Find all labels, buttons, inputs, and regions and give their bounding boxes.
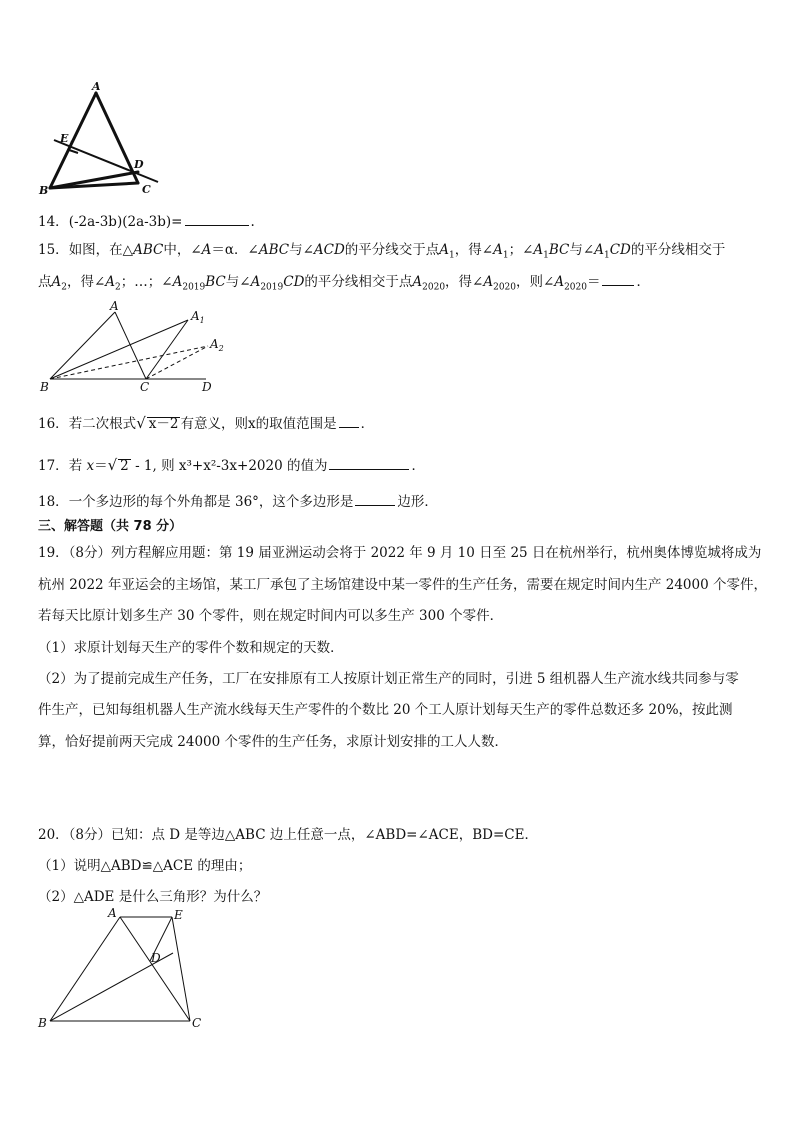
answer-blank[interactable] (185, 213, 249, 226)
label-c: C (142, 183, 151, 196)
segment-ba (50, 312, 115, 379)
question-20-part-1: （1）说明△ABD≌△ACE 的理由； (38, 858, 252, 874)
label-b: B (38, 1016, 47, 1030)
question-17: 17．若 x＝√ 2 - 1, 则 x³+x²-3x+2020 的值为 ． (38, 456, 425, 474)
question-15-line-2: 点$A_2$，得$\angle A_2$；…；$\angle A_{2019}BC$与$\angle A_{2019}CD$的平分线相交于点$A_{2020}$，得$\angle A_{2020}$，则$\angle A_{2020}=$ ． (38, 274, 650, 293)
question-15-line-1: 15．如图，在△ABC中，∠A＝α．∠ABC与∠ACD的平分线交于点$A_1$，得$\angle A_1$；$\angle A_1BC$与$\angle A_1CD$的平分线相交于 (38, 242, 726, 261)
answer-blank[interactable] (355, 493, 395, 506)
label-c: C (140, 380, 150, 394)
question-19-part-2-line-2: 件生产，已知每组机器人生产流水线每天生产零件的个数比 20 个工人原计划每天生产的零件总数还多 20%，按此测 (38, 702, 733, 718)
section-heading: 三、解答题（共 78 分） (38, 519, 183, 534)
label-e: E (60, 132, 69, 145)
radicand: 2 (120, 458, 129, 474)
label-a: A (110, 300, 119, 313)
question-19-line-3: 若每天比原计划多生产 30 个零件，则在规定时间内可以多生产 300 个零件． (38, 608, 504, 624)
question-14: 14．(-2a-3b)(2a-3b)= . (38, 214, 255, 230)
question-20-line-1: 20．（8分）已知：点 D 是等边△ABC 边上任意一点，∠ABD=∠ACE，BD=CE． (38, 827, 538, 843)
question-19-line-1: 19．（8分）列方程解应用题：第 19 届亚洲运动会将于 2022 年 9 月 10 日至 25 日在杭州举行，杭州奥体博览城将成为 (38, 545, 762, 561)
question-19-part-2-line-3: 算，恰好提前两天完成 24000 个零件的生产任务，求原计划安排的工人人数． (38, 734, 509, 750)
label-a1: $A_1$ (191, 309, 205, 325)
label-d: D (151, 951, 161, 965)
question-18: 18．一个多边形的每个外角都是 36°，这个多边形是 边形． (38, 494, 438, 510)
label-d: D (134, 158, 144, 171)
sqrt-sign: √ (136, 414, 146, 432)
sqrt-sign: √ (107, 456, 118, 474)
figure-q15 (36, 300, 226, 396)
segment-ac (120, 917, 190, 1021)
question-20-part-2: （2）△ADE 是什么三角形？为什么？ (38, 889, 268, 905)
figure-q13 (34, 78, 164, 196)
label-a: A (108, 906, 117, 920)
segment-ac (115, 312, 146, 379)
label-a2: $A_2$ (210, 337, 224, 353)
question-16: 16．若二次根式√ x－2 有意义，则x的取值范围是 ． (38, 414, 375, 432)
question-19-part-2-line-1: （2）为了提前完成生产任务，工厂在安排原有工人按原计划正常生产的同时，引进 5 组机器人生产流水线共同参与零 (38, 671, 739, 687)
question-19-part-1: （1）求原计划每天生产的零件个数和规定的天数． (38, 640, 344, 656)
answer-blank[interactable] (329, 457, 409, 470)
segment-ba2 (50, 346, 208, 379)
segment-ab (50, 917, 120, 1021)
label-e: E (174, 908, 183, 922)
segment-ac (96, 93, 138, 183)
answer-blank[interactable] (602, 273, 634, 286)
label-d: D (202, 380, 212, 394)
answer-blank[interactable] (339, 415, 359, 428)
label-b: B (40, 380, 49, 394)
figure-q20 (34, 905, 209, 1033)
radicand: x－2 (148, 416, 179, 432)
segment-ca2 (146, 346, 208, 379)
segment-ec (172, 917, 190, 1021)
question-19-line-2: 杭州 2022 年亚运会的主场馆，某工厂承包了主场馆建设中某一零件的生产任务，需要在规定时间内生产 24000 个零件， (38, 577, 767, 593)
label-a: A (92, 80, 101, 93)
label-b: B (39, 184, 49, 196)
label-c: C (192, 1016, 202, 1030)
